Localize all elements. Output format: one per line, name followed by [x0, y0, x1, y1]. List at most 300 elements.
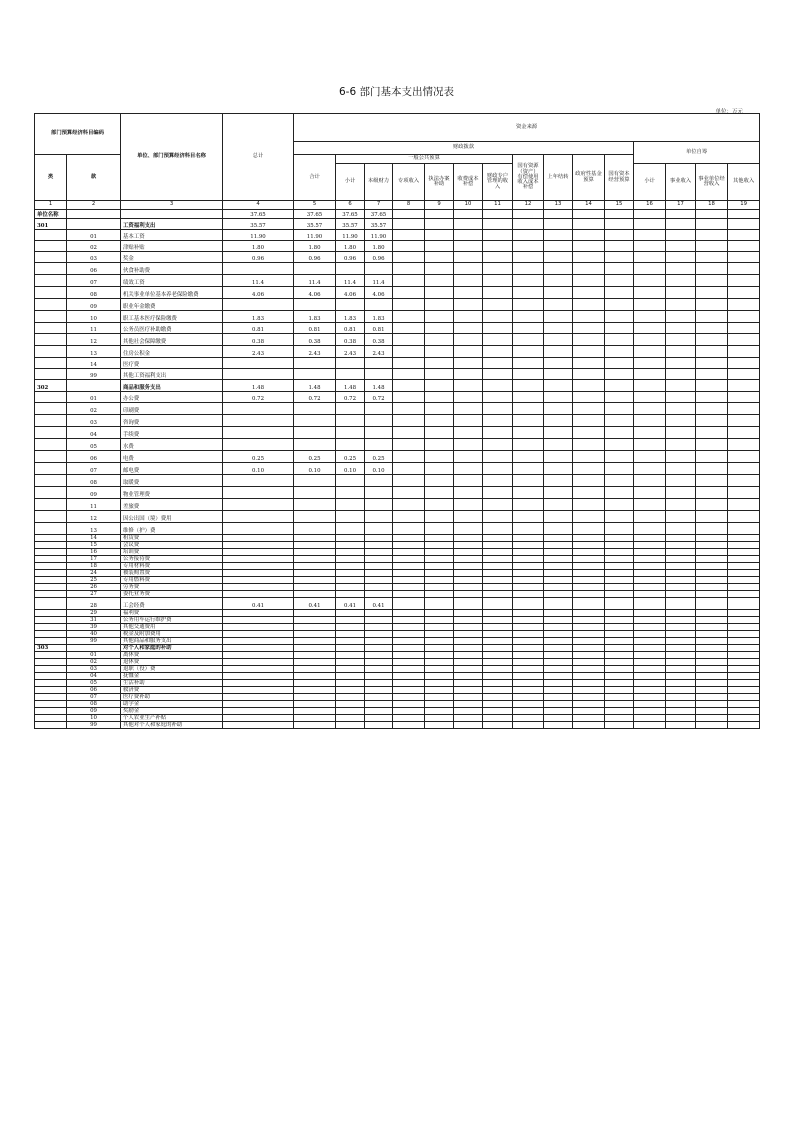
row-empty-cell — [544, 323, 573, 334]
row-empty-cell — [454, 323, 483, 334]
row-empty-cell — [573, 299, 605, 311]
row-empty-cell — [425, 241, 454, 252]
row-empty-cell — [634, 369, 666, 380]
row-empty-cell — [454, 263, 483, 275]
row-name: 机关事业单位基本养老保险缴费 — [121, 287, 223, 299]
row-lei — [35, 415, 67, 427]
row-value — [336, 708, 365, 715]
row-empty-cell — [544, 715, 573, 722]
row-empty-cell — [393, 451, 425, 463]
row-empty-cell — [454, 475, 483, 487]
row-value — [223, 624, 294, 631]
header-self-funding: 单位自筹 — [634, 142, 760, 164]
row-value — [336, 715, 365, 722]
row-value — [294, 631, 336, 638]
header-shiye: 事业收入 — [666, 164, 696, 201]
row-empty-cell — [483, 451, 513, 463]
row-name: 其他对个人和家庭的补助 — [121, 722, 223, 729]
row-empty-cell — [513, 535, 544, 542]
table-row — [35, 542, 760, 549]
row-value — [294, 591, 336, 598]
header-zhuanxiang: 专项收入 — [393, 164, 425, 201]
table-row — [35, 666, 760, 673]
row-lei — [35, 687, 67, 694]
row-empty-cell — [696, 680, 728, 687]
row-value — [223, 570, 294, 577]
row-empty-cell — [573, 645, 605, 652]
row-empty-cell — [425, 230, 454, 241]
row-value — [336, 535, 365, 542]
row-empty-cell — [573, 673, 605, 680]
row-empty-cell — [634, 499, 666, 511]
row-empty-cell — [634, 708, 666, 715]
row-empty-cell — [728, 263, 760, 275]
row-kuan: 13 — [67, 346, 121, 358]
row-empty-cell — [454, 523, 483, 535]
row-empty-cell — [634, 610, 666, 617]
row-empty-cell — [666, 311, 696, 323]
row-empty-cell — [483, 680, 513, 687]
row-lei — [35, 323, 67, 334]
table-row — [35, 624, 760, 631]
row-value: 0.41 — [336, 598, 365, 610]
row-empty-cell — [696, 511, 728, 523]
row-empty-cell — [605, 299, 634, 311]
row-empty-cell — [728, 346, 760, 358]
row-empty-cell — [513, 694, 544, 701]
row-empty-cell — [544, 652, 573, 659]
row-empty-cell — [605, 549, 634, 556]
row-value — [294, 722, 336, 729]
table-row — [35, 463, 760, 475]
row-empty-cell — [634, 511, 666, 523]
row-value — [365, 701, 393, 708]
row-lei — [35, 624, 67, 631]
row-empty-cell — [425, 369, 454, 380]
row-empty-cell — [393, 511, 425, 523]
row-empty-cell — [634, 694, 666, 701]
row-empty-cell — [544, 210, 573, 219]
row-empty-cell — [696, 334, 728, 346]
row-empty-cell — [666, 323, 696, 334]
row-empty-cell — [696, 369, 728, 380]
row-empty-cell — [425, 563, 454, 570]
row-empty-cell — [483, 542, 513, 549]
row-empty-cell — [513, 577, 544, 584]
row-empty-cell — [605, 624, 634, 631]
header-zongji: 总计 — [223, 114, 294, 201]
row-empty-cell — [573, 451, 605, 463]
row-empty-cell — [544, 673, 573, 680]
row-name: 劳务费 — [121, 584, 223, 591]
row-empty-cell — [634, 722, 666, 729]
row-name: 电费 — [121, 451, 223, 463]
row-empty-cell — [393, 346, 425, 358]
table-row — [35, 694, 760, 701]
row-empty-cell — [513, 511, 544, 523]
row-empty-cell — [483, 415, 513, 427]
row-name: 伙食补助费 — [121, 263, 223, 275]
row-empty-cell — [573, 369, 605, 380]
table-row — [35, 334, 760, 346]
row-empty-cell — [666, 241, 696, 252]
row-kuan: 39 — [67, 624, 121, 631]
row-empty-cell — [393, 556, 425, 563]
row-name: 租赁费 — [121, 535, 223, 542]
table-row — [35, 451, 760, 463]
row-empty-cell — [728, 542, 760, 549]
row-empty-cell — [513, 334, 544, 346]
row-value — [223, 535, 294, 542]
row-value — [336, 584, 365, 591]
row-name: 退休费 — [121, 659, 223, 666]
row-empty-cell — [605, 380, 634, 392]
row-empty-cell — [666, 591, 696, 598]
row-empty-cell — [573, 475, 605, 487]
row-empty-cell — [454, 722, 483, 729]
row-empty-cell — [573, 427, 605, 439]
row-empty-cell — [728, 299, 760, 311]
row-empty-cell — [483, 392, 513, 403]
row-lei — [35, 252, 67, 263]
row-empty-cell — [425, 403, 454, 415]
row-empty-cell — [544, 334, 573, 346]
row-empty-cell — [634, 241, 666, 252]
row-empty-cell — [513, 687, 544, 694]
row-empty-cell — [696, 570, 728, 577]
row-name: 邮电费 — [121, 463, 223, 475]
row-empty-cell — [544, 311, 573, 323]
table-row — [35, 598, 760, 610]
row-empty-cell — [544, 463, 573, 475]
row-empty-cell — [666, 451, 696, 463]
row-empty-cell — [483, 687, 513, 694]
row-empty-cell — [393, 722, 425, 729]
row-empty-cell — [696, 263, 728, 275]
row-value: 0.96 — [365, 252, 393, 263]
row-kuan: 08 — [67, 701, 121, 708]
row-empty-cell — [573, 263, 605, 275]
row-empty-cell — [573, 687, 605, 694]
row-empty-cell — [425, 475, 454, 487]
row-value — [294, 415, 336, 427]
table-row — [35, 380, 760, 392]
row-empty-cell — [393, 499, 425, 511]
row-empty-cell — [483, 535, 513, 542]
row-empty-cell — [573, 439, 605, 451]
row-empty-cell — [696, 439, 728, 451]
row-value — [336, 487, 365, 499]
row-empty-cell — [728, 451, 760, 463]
row-empty-cell — [696, 652, 728, 659]
row-name: 奖励金 — [121, 708, 223, 715]
table-row — [35, 210, 760, 219]
row-empty-cell — [544, 591, 573, 598]
row-empty-cell — [454, 624, 483, 631]
row-empty-cell — [454, 499, 483, 511]
header-code-group: 部门预算经济科目编码 — [35, 114, 121, 155]
row-empty-cell — [513, 380, 544, 392]
row-empty-cell — [666, 694, 696, 701]
row-empty-cell — [573, 535, 605, 542]
row-empty-cell — [573, 570, 605, 577]
row-value: 1.48 — [336, 380, 365, 392]
row-value — [223, 638, 294, 645]
row-name: 绩效工资 — [121, 275, 223, 287]
row-empty-cell — [425, 584, 454, 591]
row-lei — [35, 535, 67, 542]
row-value: 0.41 — [365, 598, 393, 610]
row-empty-cell — [544, 499, 573, 511]
row-value — [294, 535, 336, 542]
row-empty-cell — [573, 722, 605, 729]
row-empty-cell — [513, 415, 544, 427]
row-empty-cell — [454, 219, 483, 230]
row-empty-cell — [513, 299, 544, 311]
row-value — [336, 610, 365, 617]
row-value — [294, 299, 336, 311]
table-row — [35, 722, 760, 729]
row-name: 其他社会保障缴费 — [121, 334, 223, 346]
row-empty-cell — [634, 323, 666, 334]
row-kuan: 06 — [67, 687, 121, 694]
row-name: 公务接待费 — [121, 556, 223, 563]
row-value — [294, 638, 336, 645]
row-empty-cell — [634, 556, 666, 563]
row-empty-cell — [454, 617, 483, 624]
row-empty-cell — [605, 415, 634, 427]
row-empty-cell — [544, 577, 573, 584]
row-empty-cell — [573, 523, 605, 535]
table-row — [35, 427, 760, 439]
row-empty-cell — [728, 439, 760, 451]
row-empty-cell — [425, 577, 454, 584]
table-row — [35, 346, 760, 358]
row-empty-cell — [728, 287, 760, 299]
row-kuan: 25 — [67, 577, 121, 584]
header-shoufei: 收费成本补偿 — [454, 164, 483, 201]
row-empty-cell — [425, 542, 454, 549]
row-empty-cell — [425, 556, 454, 563]
table-row — [35, 475, 760, 487]
row-empty-cell — [666, 263, 696, 275]
row-empty-cell — [696, 499, 728, 511]
row-empty-cell — [393, 323, 425, 334]
row-lei — [35, 439, 67, 451]
row-empty-cell — [573, 463, 605, 475]
row-empty-cell — [605, 610, 634, 617]
row-lei — [35, 263, 67, 275]
row-empty-cell — [454, 591, 483, 598]
row-empty-cell — [666, 403, 696, 415]
row-empty-cell — [696, 715, 728, 722]
row-empty-cell — [513, 241, 544, 252]
row-empty-cell — [483, 323, 513, 334]
row-value: 1.83 — [365, 311, 393, 323]
row-value — [336, 403, 365, 415]
row-value — [294, 715, 336, 722]
row-empty-cell — [728, 311, 760, 323]
row-value: 4.06 — [223, 287, 294, 299]
row-value — [294, 563, 336, 570]
row-empty-cell — [513, 598, 544, 610]
row-lei — [35, 311, 67, 323]
row-lei — [35, 556, 67, 563]
row-value — [365, 624, 393, 631]
row-empty-cell — [696, 694, 728, 701]
row-empty-cell — [483, 346, 513, 358]
row-empty-cell — [544, 584, 573, 591]
row-value: 35.57 — [223, 219, 294, 230]
row-value — [223, 584, 294, 591]
row-value — [294, 680, 336, 687]
row-kuan: 09 — [67, 487, 121, 499]
row-empty-cell — [634, 549, 666, 556]
row-empty-cell — [454, 358, 483, 369]
row-empty-cell — [634, 219, 666, 230]
row-value — [365, 299, 393, 311]
row-name: 职业年金缴费 — [121, 299, 223, 311]
row-name: 水费 — [121, 439, 223, 451]
header-fiscal: 财政拨款 — [294, 142, 634, 155]
row-value — [294, 645, 336, 652]
row-empty-cell — [454, 652, 483, 659]
row-value — [294, 617, 336, 624]
row-empty-cell — [483, 715, 513, 722]
row-empty-cell — [425, 275, 454, 287]
row-lei: 单位名称 — [35, 210, 67, 219]
row-empty-cell — [544, 701, 573, 708]
header-self-xiaoji: 小计 — [634, 164, 666, 201]
header-guoyou-ziben: 国有资本经营预算 — [605, 155, 634, 201]
row-value: 2.43 — [223, 346, 294, 358]
column-number: 17 — [666, 201, 696, 210]
row-empty-cell — [425, 591, 454, 598]
row-empty-cell — [696, 219, 728, 230]
row-empty-cell — [696, 358, 728, 369]
row-lei — [35, 369, 67, 380]
row-value — [223, 666, 294, 673]
table-header — [35, 114, 760, 210]
row-empty-cell — [728, 219, 760, 230]
row-name: 取暖费 — [121, 475, 223, 487]
row-value — [365, 631, 393, 638]
row-value — [365, 523, 393, 535]
row-empty-cell — [544, 415, 573, 427]
row-empty-cell — [393, 380, 425, 392]
row-empty-cell — [393, 610, 425, 617]
row-empty-cell — [544, 252, 573, 263]
row-empty-cell — [454, 487, 483, 499]
column-number-row — [35, 201, 760, 210]
row-empty-cell — [393, 392, 425, 403]
row-value — [223, 617, 294, 624]
row-value — [294, 701, 336, 708]
row-empty-cell — [605, 287, 634, 299]
column-number: 4 — [223, 201, 294, 210]
row-value — [294, 624, 336, 631]
row-empty-cell — [393, 299, 425, 311]
row-empty-cell — [728, 577, 760, 584]
row-empty-cell — [696, 659, 728, 666]
row-empty-cell — [513, 715, 544, 722]
row-value — [223, 299, 294, 311]
row-empty-cell — [425, 463, 454, 475]
row-empty-cell — [666, 392, 696, 403]
row-empty-cell — [483, 577, 513, 584]
row-empty-cell — [666, 427, 696, 439]
row-name: 差旅费 — [121, 499, 223, 511]
row-empty-cell — [605, 535, 634, 542]
row-empty-cell — [393, 617, 425, 624]
row-value — [223, 511, 294, 523]
row-empty-cell — [513, 680, 544, 687]
row-empty-cell — [666, 666, 696, 673]
row-empty-cell — [696, 631, 728, 638]
table-row — [35, 275, 760, 287]
row-empty-cell — [454, 210, 483, 219]
row-empty-cell — [454, 511, 483, 523]
row-lei — [35, 666, 67, 673]
row-empty-cell — [393, 542, 425, 549]
row-value: 11.4 — [294, 275, 336, 287]
row-value — [294, 542, 336, 549]
row-kuan: 10 — [67, 311, 121, 323]
row-empty-cell — [425, 631, 454, 638]
row-value — [294, 523, 336, 535]
row-empty-cell — [634, 358, 666, 369]
row-empty-cell — [544, 263, 573, 275]
row-value: 2.43 — [294, 346, 336, 358]
row-value: 35.57 — [336, 219, 365, 230]
row-empty-cell — [573, 549, 605, 556]
row-name: 抚恤金 — [121, 673, 223, 680]
table-row — [35, 652, 760, 659]
row-empty-cell — [605, 511, 634, 523]
row-empty-cell — [634, 652, 666, 659]
row-empty-cell — [728, 610, 760, 617]
row-empty-cell — [634, 439, 666, 451]
row-value — [336, 542, 365, 549]
row-value — [294, 439, 336, 451]
row-kuan: 01 — [67, 230, 121, 241]
table-row — [35, 219, 760, 230]
row-value — [336, 722, 365, 729]
row-empty-cell — [666, 659, 696, 666]
row-value — [336, 638, 365, 645]
row-empty-cell — [696, 275, 728, 287]
row-empty-cell — [393, 358, 425, 369]
row-empty-cell — [728, 369, 760, 380]
row-empty-cell — [393, 263, 425, 275]
row-empty-cell — [483, 556, 513, 563]
row-value — [365, 715, 393, 722]
row-empty-cell — [728, 463, 760, 475]
row-empty-cell — [513, 210, 544, 219]
row-name: 其他商品和服务支出 — [121, 638, 223, 645]
row-name: 奖金 — [121, 252, 223, 263]
row-kuan: 04 — [67, 673, 121, 680]
row-empty-cell — [573, 617, 605, 624]
row-lei — [35, 511, 67, 523]
row-value — [336, 659, 365, 666]
row-value — [223, 680, 294, 687]
row-lei — [35, 299, 67, 311]
row-empty-cell — [573, 610, 605, 617]
row-kuan: 24 — [67, 570, 121, 577]
row-lei — [35, 584, 67, 591]
row-empty-cell — [666, 334, 696, 346]
